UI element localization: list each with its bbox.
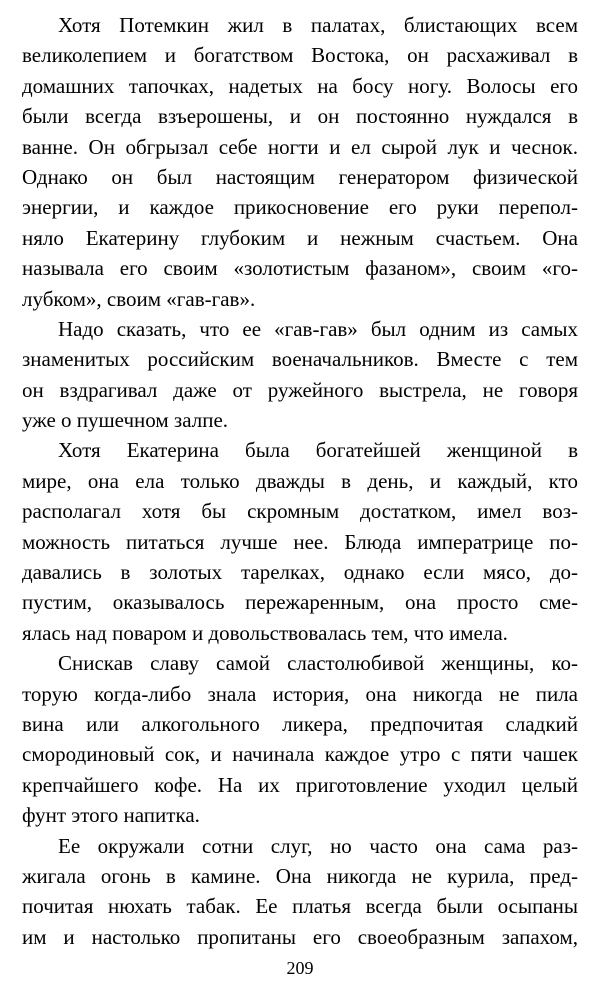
paragraph-2: [22, 314, 578, 436]
text-line: энергии, и каждое прикосновение его руки перепол-: [22, 195, 578, 220]
text-line: называла его своим «золотистым фазаном», своим «го-: [22, 256, 578, 281]
text-line: Хотя Екатерина была богатейшей женщиной в: [58, 438, 578, 463]
text-line: смородиновый сок, и начинала каждое утро с пяти чашек: [22, 742, 578, 767]
text-line: им и настолько пропитаны его своеобразным запахом,: [22, 924, 578, 949]
paragraph-1: [22, 10, 578, 314]
text-line: Надо сказать, что ее «гав-гав» был одним из самых: [58, 316, 578, 341]
text-line: можность питаться лучше нее. Блюда императрице по-: [22, 529, 578, 554]
text-line: располагал хотя бы скромным достатком, имел воз-: [22, 499, 578, 524]
text-line: ялась над поваром и довольствовалась тем, что имела.: [22, 620, 508, 645]
text-line: Однако он был настоящим генератором физической: [22, 164, 578, 189]
text-line: великолепием и богатством Востока, он расхаживал в: [22, 43, 578, 68]
paragraph-4: [22, 648, 578, 830]
text-line: крепчайшего кофе. На их приготовление уходил целый: [22, 772, 578, 797]
text-line: давались в золотых тарелках, однако если мясо, до-: [22, 560, 578, 585]
text-line: он вздрагивал даже от ружейного выстрела, не говоря: [22, 377, 578, 402]
text-line: торую когда-либо знала история, она никогда не пила: [22, 681, 578, 706]
book-page: [22, 10, 578, 987]
text-line: Снискав славу самой сластолюбивой женщины, ко-: [58, 651, 578, 676]
text-line: мире, она ела только дважды в день, и каждый, кто: [22, 468, 578, 493]
text-line: знаменитых российским военачальников. Вместе с тем: [22, 347, 578, 372]
paragraph-5: [22, 831, 578, 953]
text-line: Хотя Потемкин жил в палатах, блистающих всем: [58, 13, 578, 37]
text-line: почитая нюхать табак. Ее платья всегда были осыпаны: [22, 894, 578, 919]
text-line: были всегда взъерошены, и он постоянно нуждался в: [22, 104, 578, 129]
text-line: пустим, оказывалось пережаренным, она просто сме-: [22, 590, 578, 615]
text-line: няло Екатерину глубоким и нежным счастьем. Она: [22, 225, 578, 250]
paragraph-3: [22, 435, 578, 648]
text-line: вина или алкогольного ликера, предпочитая сладкий: [22, 711, 578, 736]
text-line: фунт этого напитка.: [22, 803, 200, 828]
text-line: уже о пушечном залпе.: [22, 408, 229, 433]
text-line: лубком», своим «гав-гав».: [22, 286, 256, 311]
text-line: домашних тапочках, надетых на босу ногу. Волосы его: [22, 73, 578, 98]
page-number: 209: [286, 958, 314, 978]
text-line: Ее окружали сотни слуг, но часто она сама раз-: [58, 833, 578, 858]
text-line: жигала огонь в камине. Она никогда не курила, пред-: [22, 863, 578, 888]
text-line: ванне. Он обгрызал себе ногти и ел сырой лук и чеснок.: [22, 134, 578, 159]
